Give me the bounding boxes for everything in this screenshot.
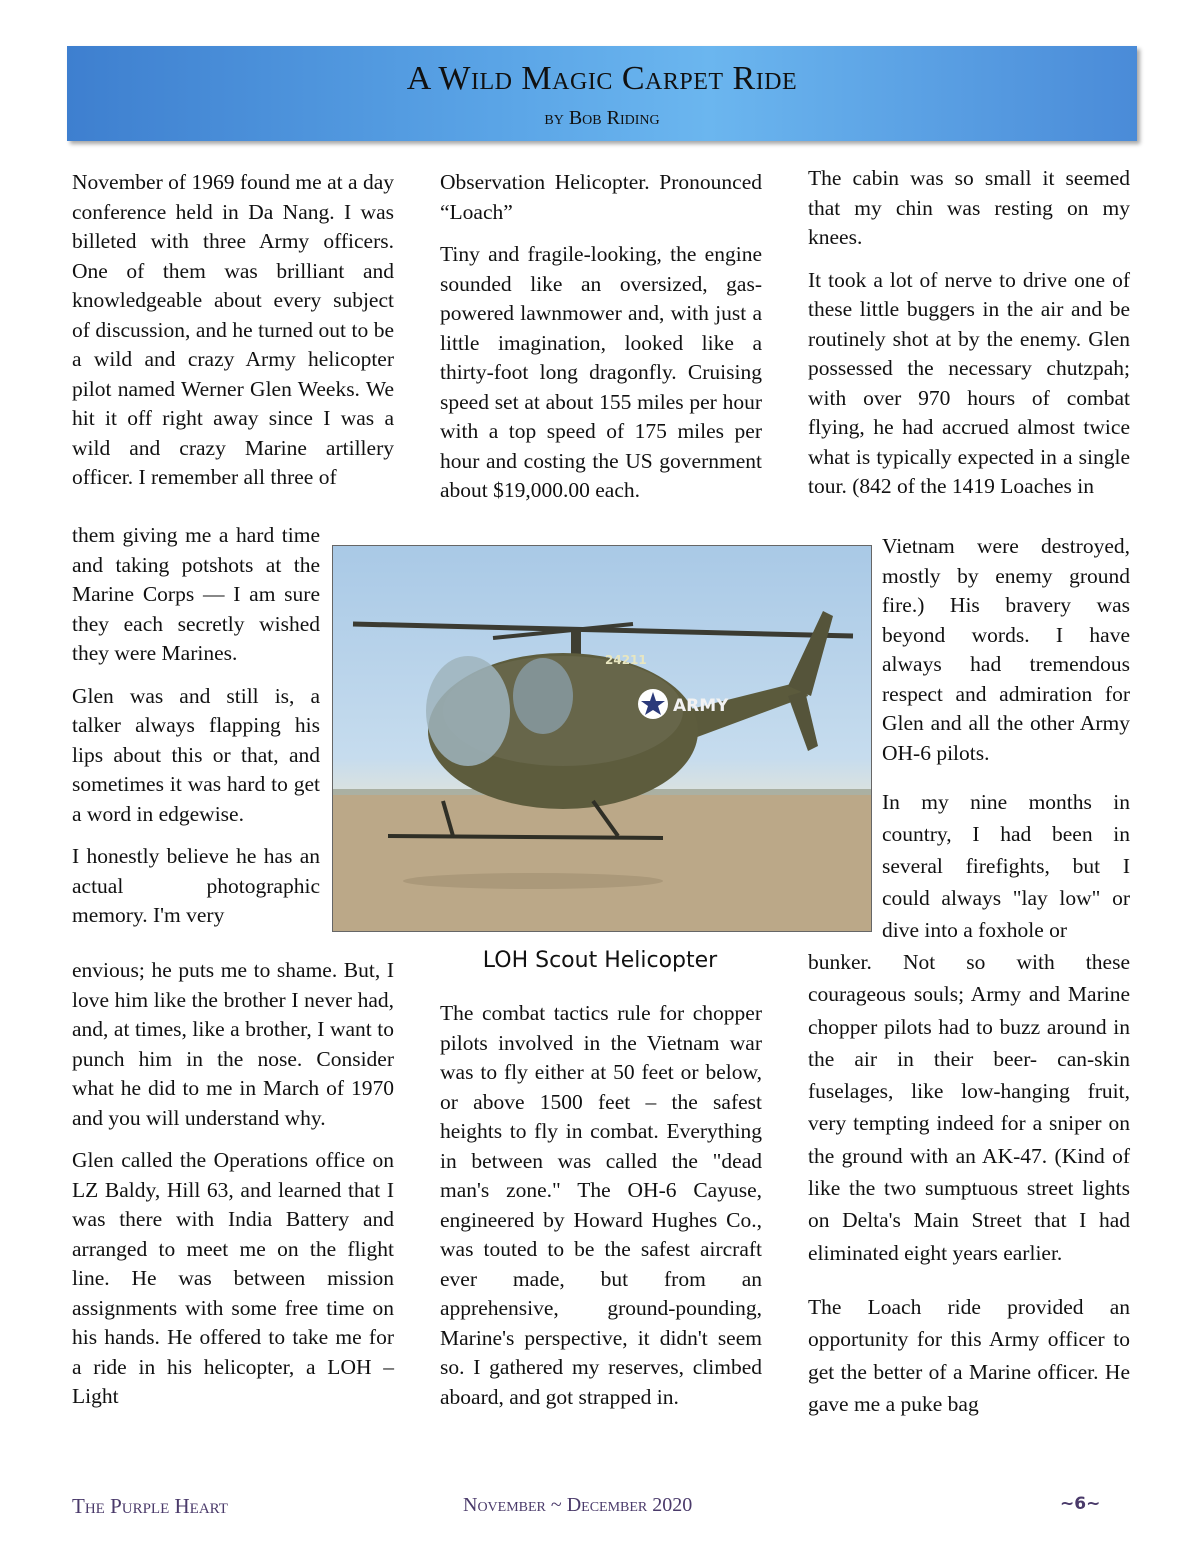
column-1-top: [72, 168, 394, 493]
paragraph: Glen called the Operations office on LZ Baldy, Hill 63, and learned that I was there with India Battery and arranged to meet me on the flight line. He was between mission assignments with some free time on his hands. He offered to take me for a ride in his helicopter, a LOH – Light: [72, 1148, 394, 1408]
column-3-bottom: [808, 946, 1130, 1433]
paragraph: envious; he puts me to shame. But, I love him like the brother I never had, and, at times, like a brother, I want to punch him in the nose. Consider what he did to me in March of 1970 and you will understand why.: [72, 958, 394, 1130]
fuselage-lettering: ARMY: [673, 696, 729, 716]
column-2-top: [440, 168, 762, 519]
paragraph: The cabin was so small it seemed that my chin was resting on my knees.: [808, 166, 1130, 249]
footer-issue: November ~ December 2020: [463, 1494, 693, 1516]
paragraph: The Loach ride provided an opportunity for this Army officer to get the better of a Marine officer. He gave me a puke bag: [808, 1294, 1130, 1416]
footer-page-number: ~6~: [1060, 1494, 1101, 1514]
article-header: [67, 46, 1137, 141]
paragraph: It took a lot of nerve to drive one of these little buggers in the air and be routinely shot at by the enemy. Glen possessed the necessary chutzpah; with over 970 hours of combat flying, he had accrued almost twice what is typically expected in a single tour. (842 of the 1419 Loaches in: [808, 267, 1130, 498]
column-1-wrap: [72, 521, 320, 931]
landing-skid: [388, 836, 663, 838]
column-3-wrap: [882, 532, 1130, 946]
article-byline: by Bob Riding: [544, 107, 660, 129]
paragraph: The combat tactics rule for chopper pilots involved in the Vietnam war was to fly either at 50 feet or below, or above 1500 feet – the safest heights to fly in combat. Everything in between was called the "dead man's zone." The OH-6 Cayuse, engineered by Howard Hughes Co., was touted to be the safest aircraft ever made, but from an apprehensive, ground-pounding, Marine's perspective, it didn't seem so. I gathered my reserves, climbed aboard, and got strapped in.: [440, 1001, 762, 1409]
paragraph: In my nine months in country, I had been in several firefights, but I could always "lay low" or dive into a foxhole or: [882, 790, 1130, 942]
paragraph: them giving me a hard time and taking potshots at the Marine Corps — I am sure they each secretly wished they were Marines.: [72, 523, 320, 665]
article-title: A Wild Magic Carpet Ride: [406, 60, 798, 97]
paragraph: Glen was and still is, a talker always flapping his lips about this or that, and sometimes it was hard to get a word in edgewise.: [72, 683, 320, 826]
tail-fin: [788, 611, 833, 696]
cockpit-canopy: [426, 656, 510, 766]
footer-publication: The Purple Heart: [72, 1494, 228, 1518]
paragraph: Vietnam were destroyed, mostly by enemy ground fire.) His bravery was beyond words. I have always had tremendous respect and admiration for Glen and all the other Army OH-6 pilots.: [882, 534, 1130, 765]
paragraph: I honestly believe he has an actual photographic memory. I'm very: [72, 844, 320, 927]
paragraph: November of 1969 found me at a day conference held in Da Nang. I was billeted with three Army officers. One of them was brilliant and knowledgeable about every subject of discussion, and he turned out to be a wild and crazy Army helicopter pilot named Werner Glen Weeks. We hit it off right away since I was a wild and crazy Marine artillery officer. I remember all three of: [72, 170, 394, 489]
tail-fin-lower: [788, 691, 818, 751]
column-2-bottom: [440, 999, 762, 1425]
paragraph: Observation Helicopter. Pronounced “Loach”: [440, 170, 762, 224]
tail-number: 24211: [605, 653, 647, 667]
column-3-top: [808, 164, 1130, 502]
paragraph: Tiny and fragile-looking, the engine sounded like an oversized, gas-powered lawnmower and, with just a little imagination, looked like a thirty-foot long dragonfly. Cruising speed set at about 155 miles per hour with a top speed of 175 miles per hour and costing the US government about $19,000.00 each.: [440, 242, 762, 502]
helicopter-photo: [332, 545, 872, 932]
helicopter-illustration: [333, 546, 871, 931]
photo-caption: LOH Scout Helicopter: [482, 948, 718, 973]
column-1-bottom: [72, 956, 394, 1425]
paragraph: bunker. Not so with these courageous souls; Army and Marine chopper pilots had to buzz around in the air in their beer- can-skin fuselages, like low-hanging fruit, very tempting indeed for a sniper on the ground with an AK-47. (Kind of like the two sumptuous street lights on Delta's Main Street that I had eliminated eight years earlier.: [808, 950, 1130, 1265]
ground-shadow: [403, 873, 663, 889]
cockpit-window: [513, 658, 573, 734]
